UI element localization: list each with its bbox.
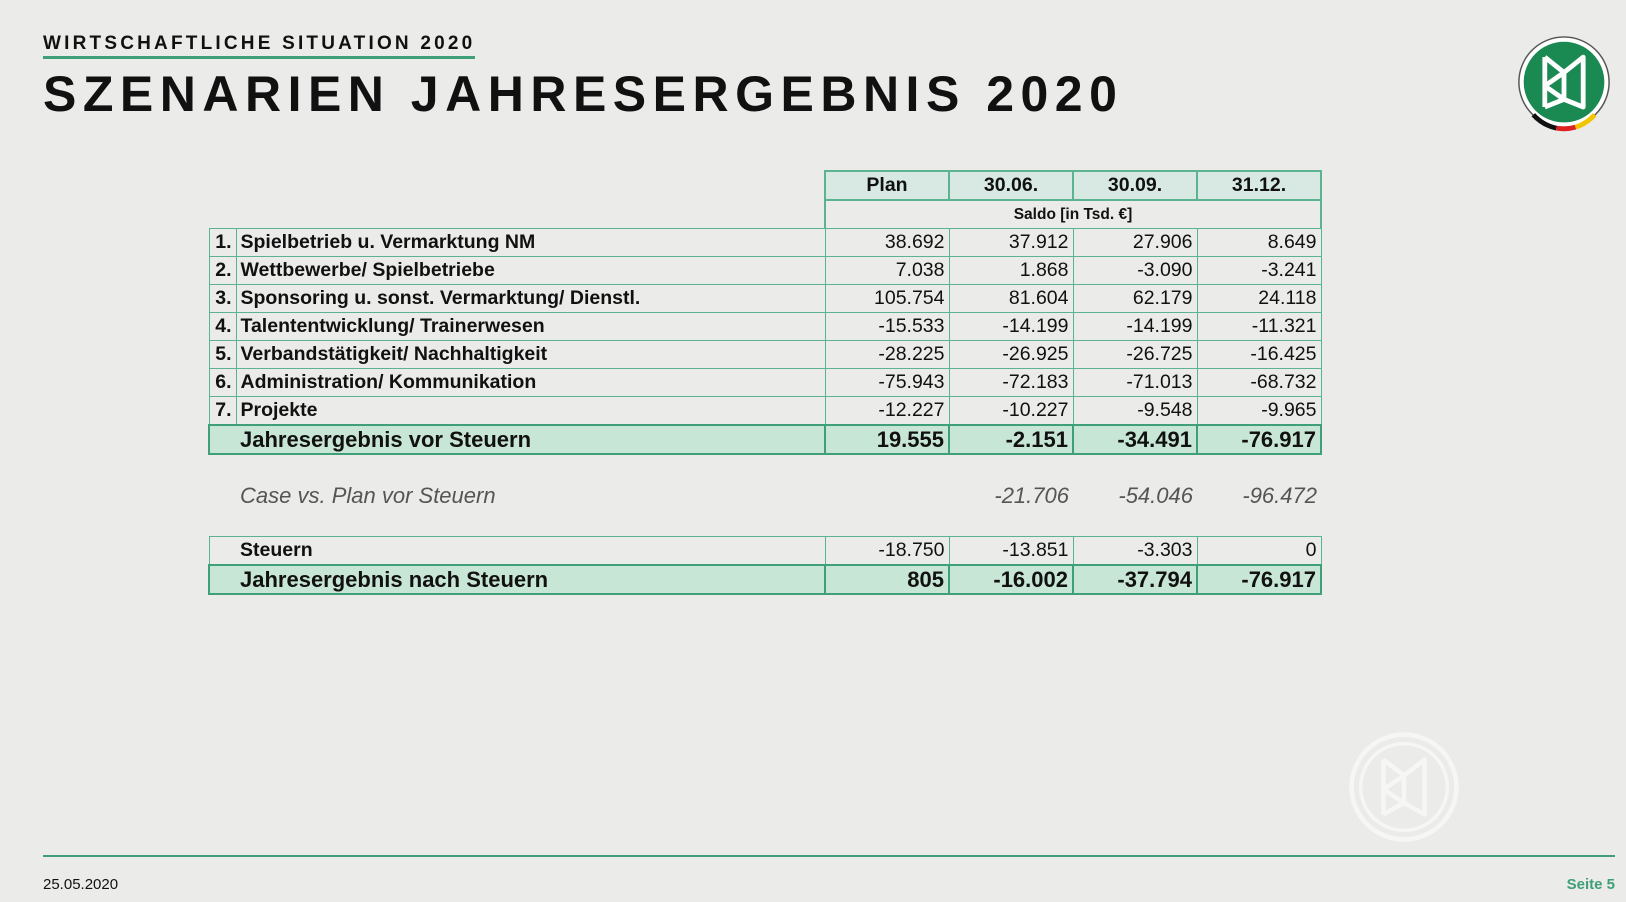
taxes-label: Steuern	[236, 537, 825, 566]
total-after-tax-row	[209, 565, 1321, 594]
column-header-plan: Plan	[825, 171, 949, 200]
row-number: 3.	[209, 285, 236, 313]
row-value-q2: -72.183	[949, 369, 1073, 397]
total-after-tax-q4: -76.917	[1197, 565, 1321, 594]
row-number: 4.	[209, 313, 236, 341]
row-value-q2: 37.912	[949, 229, 1073, 257]
table-row	[209, 397, 1321, 426]
total-before-tax-q4: -76.917	[1197, 425, 1321, 454]
row-label: Wettbewerbe/ Spielbetriebe	[236, 257, 825, 285]
row-number: 1.	[209, 229, 236, 257]
row-value-q4: -3.241	[1197, 257, 1321, 285]
row-value-q3: -26.725	[1073, 341, 1197, 369]
row-value-plan: -15.533	[825, 313, 949, 341]
row-number: 6.	[209, 369, 236, 397]
row-label: Talententwicklung/ Trainerwesen	[236, 313, 825, 341]
row-value-q4: -11.321	[1197, 313, 1321, 341]
row-value-q2: -14.199	[949, 313, 1073, 341]
case-vs-plan-q4: -96.472	[1242, 483, 1317, 508]
total-before-tax-row	[209, 425, 1321, 454]
row-value-q3: 62.179	[1073, 285, 1197, 313]
row-value-q2: -10.227	[949, 397, 1073, 426]
footer-divider	[43, 855, 1615, 857]
page-number: Seite 5	[1566, 876, 1615, 893]
total-before-tax-q2: -2.151	[949, 425, 1073, 454]
case-vs-plan-q2: -21.706	[994, 483, 1069, 508]
row-value-plan: 105.754	[825, 285, 949, 313]
row-value-q3: -9.548	[1073, 397, 1197, 426]
row-label: Sponsoring u. sonst. Vermarktung/ Dienstl.	[236, 285, 825, 313]
total-after-tax-q2: -16.002	[949, 565, 1073, 594]
column-header-q4: 31.12.	[1197, 171, 1321, 200]
table-row	[209, 285, 1321, 313]
row-value-plan: -28.225	[825, 341, 949, 369]
total-before-tax-plan: 19.555	[825, 425, 949, 454]
taxes-q2: -13.851	[949, 537, 1073, 566]
row-value-q3: 27.906	[1073, 229, 1197, 257]
dfb-logo-icon	[1516, 36, 1612, 132]
row-value-q2: -26.925	[949, 341, 1073, 369]
row-value-q3: -71.013	[1073, 369, 1197, 397]
total-after-tax-plan: 805	[825, 565, 949, 594]
header-blank-num	[209, 171, 236, 200]
table-row	[209, 369, 1321, 397]
row-label: Projekte	[236, 397, 825, 426]
table-row	[209, 341, 1321, 369]
row-value-q4: 24.118	[1197, 285, 1321, 313]
table-row	[209, 313, 1321, 341]
taxes-q3: -3.303	[1073, 537, 1197, 566]
case-vs-plan-q3: -54.046	[1118, 483, 1193, 508]
row-value-q4: -9.965	[1197, 397, 1321, 426]
row-value-q4: -16.425	[1197, 341, 1321, 369]
case-vs-plan-row	[209, 482, 1321, 509]
page-title: SZENARIEN JAHRESERGEBNIS 2020	[43, 66, 1124, 122]
row-value-plan: -12.227	[825, 397, 949, 426]
table-row	[209, 257, 1321, 285]
case-vs-plan-plan	[825, 482, 949, 509]
section-subtitle: WIRTSCHAFTLICHE SITUATION 2020	[43, 33, 475, 59]
footer-date: 25.05.2020	[43, 876, 119, 893]
row-value-q3: -3.090	[1073, 257, 1197, 285]
total-before-tax-q3: -34.491	[1073, 425, 1197, 454]
taxes-plan: -18.750	[825, 537, 949, 566]
column-header-q3: 30.09.	[1073, 171, 1197, 200]
row-value-q2: 1.868	[949, 257, 1073, 285]
dfb-watermark-icon	[1347, 730, 1461, 844]
result-scenarios-table	[208, 170, 1322, 595]
case-vs-plan-label: Case vs. Plan vor Steuern	[240, 483, 496, 508]
row-value-plan: -75.943	[825, 369, 949, 397]
column-header-q2: 30.06.	[949, 171, 1073, 200]
row-value-q4: -68.732	[1197, 369, 1321, 397]
row-value-plan: 7.038	[825, 257, 949, 285]
taxes-q4: 0	[1197, 537, 1321, 566]
row-label: Administration/ Kommunikation	[236, 369, 825, 397]
header-blank-label	[236, 171, 825, 200]
row-value-plan: 38.692	[825, 229, 949, 257]
total-after-tax-label: Jahresergebnis nach Steuern	[236, 565, 825, 594]
row-value-q3: -14.199	[1073, 313, 1197, 341]
unit-label: Saldo [in Tsd. €]	[825, 200, 1321, 229]
taxes-row	[209, 537, 1321, 566]
row-number: 5.	[209, 341, 236, 369]
row-label: Verbandstätigkeit/ Nachhaltigkeit	[236, 341, 825, 369]
row-value-q4: 8.649	[1197, 229, 1321, 257]
total-before-tax-label: Jahresergebnis vor Steuern	[236, 425, 825, 454]
total-after-tax-q3: -37.794	[1073, 565, 1197, 594]
table-row	[209, 229, 1321, 257]
row-label: Spielbetrieb u. Vermarktung NM	[236, 229, 825, 257]
row-number: 7.	[209, 397, 236, 426]
row-number: 2.	[209, 257, 236, 285]
row-value-q2: 81.604	[949, 285, 1073, 313]
